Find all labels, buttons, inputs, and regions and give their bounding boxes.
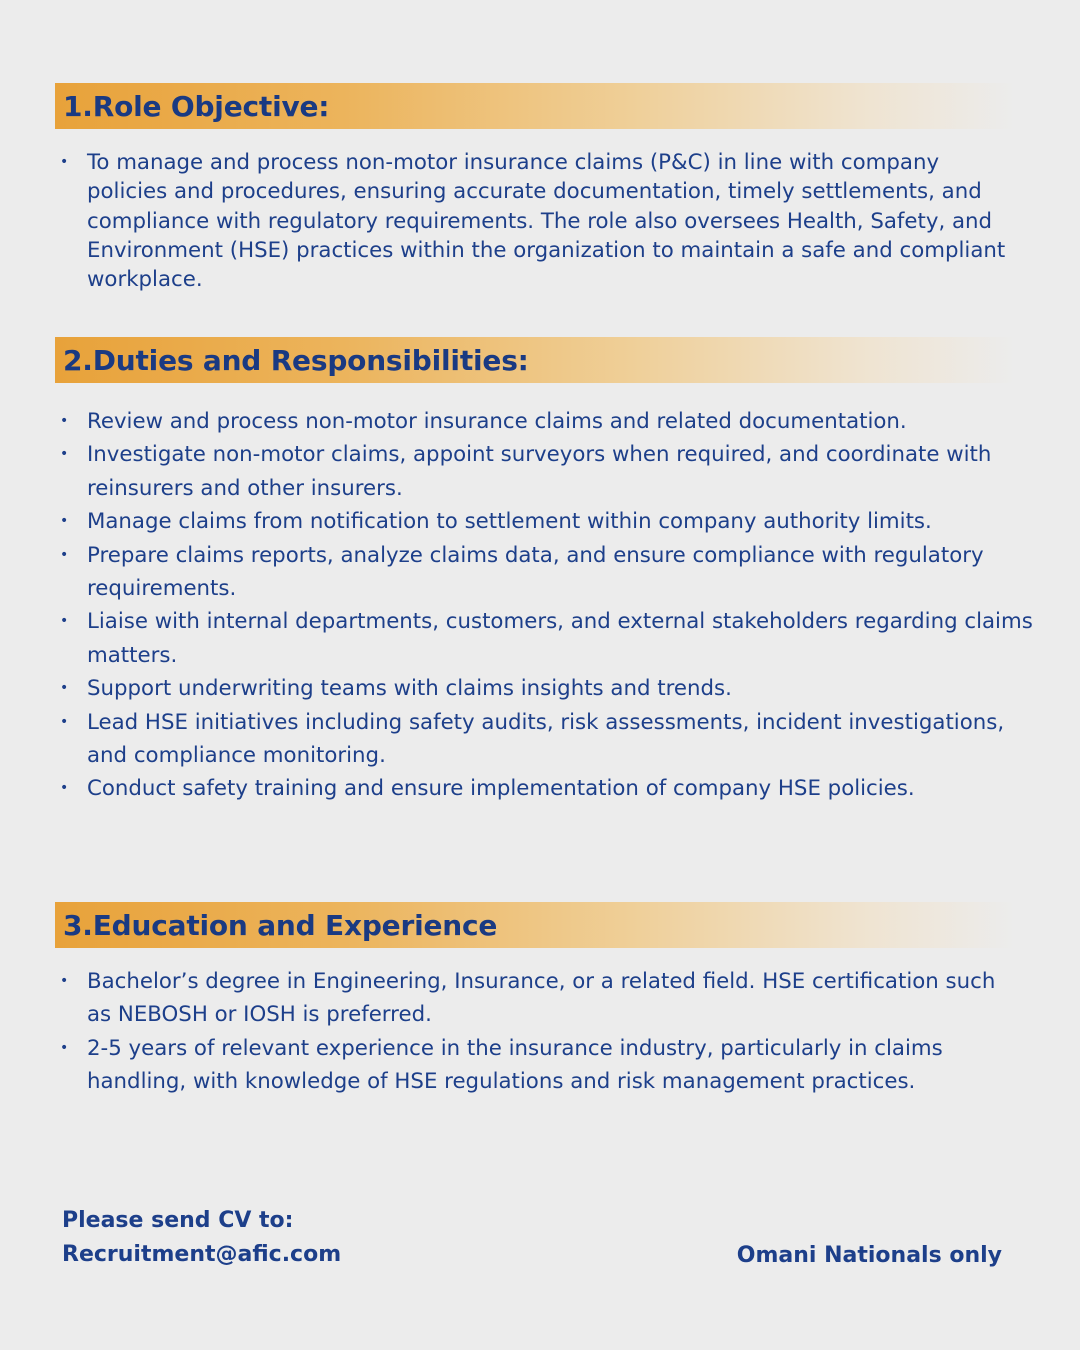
- list-item: [58, 772, 1038, 805]
- list-item-text: Bachelor’s degree in Engineering, Insurance, or a related field. HSE certification such as NEBOSH or IOSH is preferred.: [87, 969, 996, 1028]
- section-title-education: 3.Education and Experience: [63, 908, 498, 942]
- section-title-role-objective: 1.Role Objective:: [63, 89, 330, 123]
- role-objective-list: [58, 148, 1018, 294]
- bullet-icon: •: [60, 513, 69, 530]
- section-header-role-objective: [55, 83, 1015, 129]
- list-item: [58, 438, 1038, 505]
- list-item: [58, 539, 1038, 606]
- list-item-text: 2-5 years of relevant experience in the insurance industry, particularly in claims handling, with knowledge of HSE regulations and risk management practices.: [87, 1035, 943, 1095]
- list-item: [58, 672, 1038, 705]
- nationals-note: Omani Nationals only: [736, 1243, 1002, 1268]
- list-item: [58, 405, 1038, 438]
- list-item-text: Conduct safety training and ensure implementation of company HSE policies.: [87, 776, 915, 802]
- list-item: [58, 965, 1018, 1032]
- bullet-icon: •: [60, 546, 69, 563]
- bullet-icon: •: [60, 154, 69, 170]
- list-item-text: Investigate non-motor claims, appoint surveyors when required, and coordinate with reinsurers and other insurers.: [87, 442, 992, 501]
- bullet-icon: •: [60, 613, 69, 630]
- contact-block: [62, 1204, 341, 1272]
- bullet-icon: •: [60, 973, 69, 989]
- section-title-duties: 2.Duties and Responsibilities:: [63, 343, 529, 377]
- list-item: [58, 706, 1038, 773]
- list-item-text: Manage claims from notification to settlement within company authority limits.: [87, 509, 932, 535]
- section-header-duties: [55, 337, 1015, 383]
- list-item: [58, 148, 1018, 294]
- recruitment-email[interactable]: Recruitment@afic.com: [62, 1242, 342, 1267]
- bullet-icon: •: [60, 680, 69, 697]
- list-item: [58, 605, 1038, 672]
- list-item-text: Support underwriting teams with claims insights and trends.: [87, 676, 732, 702]
- duties-list: [58, 405, 1038, 806]
- bullet-icon: •: [60, 413, 69, 429]
- list-item-text: Prepare claims reports, analyze claims data, and ensure compliance with regulatory requirements.: [87, 542, 984, 602]
- bullet-icon: •: [60, 780, 69, 797]
- bullet-icon: •: [60, 713, 69, 730]
- list-item-text: Review and process non-motor insurance claims and related documentation.: [87, 409, 907, 434]
- bullet-icon: •: [60, 1039, 69, 1056]
- list-item: [58, 1032, 1018, 1099]
- list-item-text: Liaise with internal departments, customers, and external stakeholders regarding claims matters.: [87, 609, 1033, 668]
- bullet-icon: •: [60, 446, 69, 463]
- education-list: [58, 965, 1018, 1099]
- list-item-text: Lead HSE initiatives including safety audits, risk assessments, incident investigations, and compliance monitoring.: [87, 709, 1005, 769]
- cv-label: Please send CV to:: [62, 1208, 294, 1233]
- list-item: [58, 505, 1038, 538]
- list-item-text: To manage and process non-motor insurance claims (P&C) in line with company policies and procedures, ensuring accurate documentation, timely settlements, and compliance with regulatory requirements. The role also oversees Health, Safety, and Environment (HSE) practices within the organization to maintain a safe and compliant workplace.: [87, 150, 1006, 293]
- section-header-education: [55, 902, 1015, 948]
